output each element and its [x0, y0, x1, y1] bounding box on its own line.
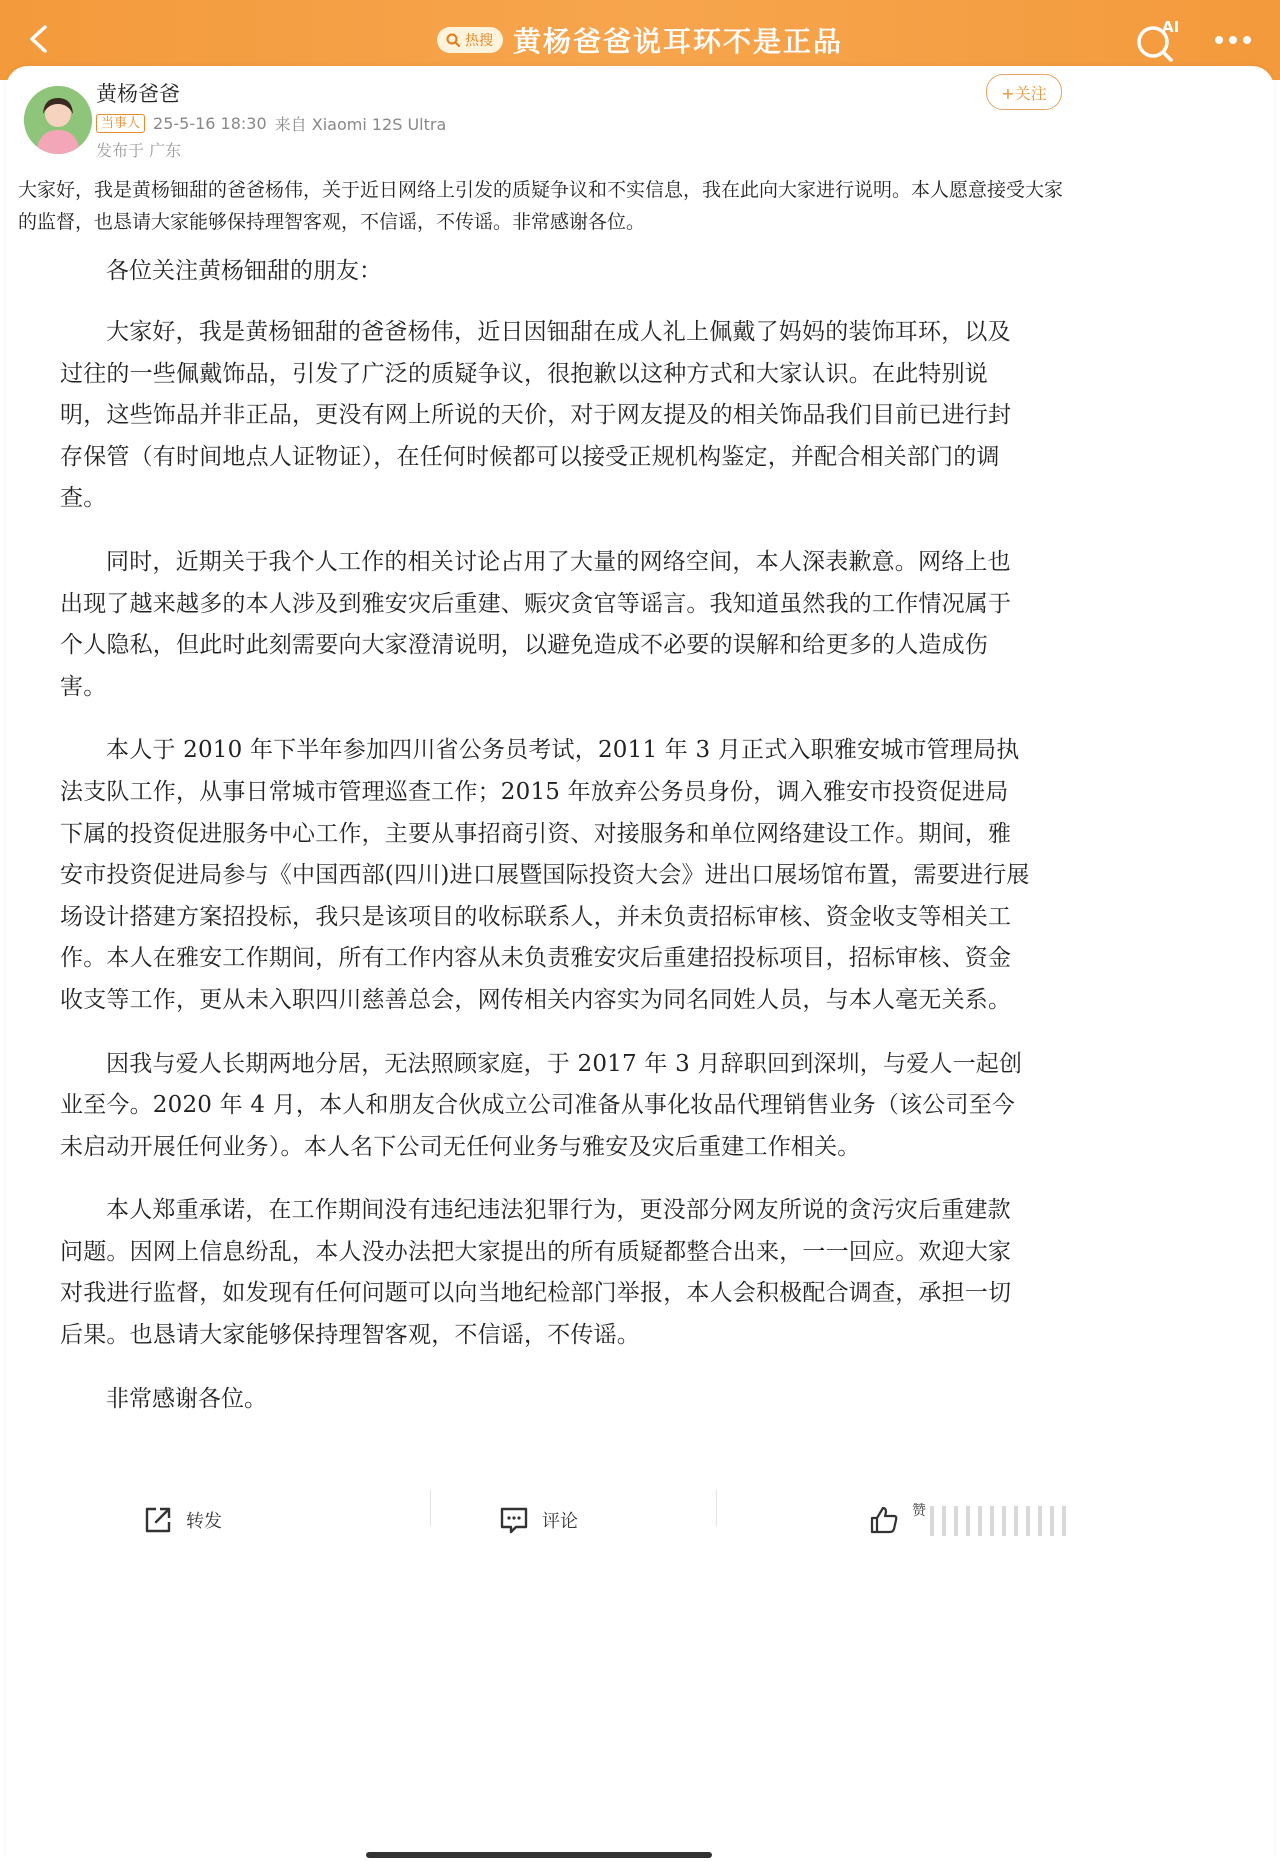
action-divider [430, 1490, 431, 1526]
letter-paragraph: 大家好，我是黄杨钿甜的爸爸杨伟，近日因钿甜在成人礼上佩戴了妈妈的装饰耳环，以及过往的一些佩戴饰品，引发了广泛的质疑争议，很抱歉以这种方式和大家认识。在此特别说明，这些饰品并非正品，更没有网上所说的天价，对于网友提及的相关饰品我们目前已进行封存保管（有时间地点人证物证），在任何时候都可以接受正规机构鉴定，并配合相关部门的调查。 [60, 319, 1012, 512]
thumbs-up-icon [868, 1504, 900, 1536]
repost-label: 转发 [186, 1511, 222, 1532]
username[interactable]: 黄杨爸爸 [96, 82, 180, 106]
hot-search-badge [437, 27, 503, 53]
repost-icon [142, 1504, 174, 1536]
like-label: 赞 [912, 1503, 926, 1519]
letter-paragraph: 同时，近期关于我个人工作的相关讨论占用了大量的网络空间，本人深表歉意。网络上也出现了越来越多的本人涉及到雅安灾后重建、赈灾贪官等谣言。我知道虽然我的工作情况属于个人隐私，但此时此刻需要向大家澄清说明，以避免造成不必要的误解和给更多的人造成伤害。 [60, 548, 1012, 700]
letter-salutation: 各位关注黄杨钿甜的朋友： [106, 258, 382, 284]
post-location: 发布于 广东 [96, 141, 182, 160]
letter-paragraph: 本人郑重承诺，在工作期间没有违纪违法犯罪行为，更没部分网友所说的贪污灾后重建款问题。因网上信息纷乱，本人没办法把大家提出的所有质疑都整合出来，一一回应。欢迎大家对我进行监督，如发现有任何问题可以向当地纪检部门举报，本人会积极配合调查，承担一切后果。也恳请大家能够保持理智客观，不信谣，不传谣。 [60, 1197, 1012, 1349]
post-action-bar [0, 1480, 1280, 1560]
more-options-icon[interactable] [1205, 20, 1261, 60]
home-indicator-bar[interactable] [366, 1852, 712, 1858]
follow-button[interactable]: +关注 [986, 74, 1062, 110]
like-button[interactable] [868, 1498, 926, 1542]
page-title: 黄杨爸爸说耳环不是正品 [512, 25, 843, 58]
action-divider [716, 1490, 717, 1526]
post-intro-text: 大家好，我是黄杨钿甜的爸爸杨伟，关于近日网络上引发的质疑争议和不实信息，我在此向大家进行说明。本人愿意接受大家的监督，也恳请大家能够保持理智客观，不信谣，不传谣。非常感谢各位。 [18, 179, 1064, 233]
ai-label: AI [1162, 18, 1180, 36]
post-card [6, 66, 1274, 1861]
avatar[interactable] [24, 86, 92, 154]
post-source: 来自 Xiaomi 12S Ultra [274, 115, 447, 134]
screen-artifact [930, 1506, 1070, 1536]
repost-button[interactable] [142, 1498, 222, 1542]
comment-icon [498, 1504, 530, 1536]
letter-closing: 非常感谢各位。 [106, 1385, 267, 1412]
ai-search-icon[interactable] [1128, 10, 1186, 68]
party-badge: 当事人 [96, 114, 145, 133]
post-meta [96, 112, 446, 135]
letter-paragraph: 本人于 2010 年下半年参加四川省公务员考试，2011 年 3 月正式入职雅安城市管理局执法支队工作，从事日常城市管理巡查工作；2015 年放弃公务员身份，调入雅安市投资促进局下属的投资促进服务中心工作，主要从事招商引资、对接服务和单位网络建设工作。期间，雅安市投资促进局参与《中国西部(四川)进口展暨国际投资大会》进出口展场馆布置，需要进行展场设计搭建方案招投标，我只是该项目的收标联系人，并未负责招标审核、资金收支等相关工作。本人在雅安工作期间，所有工作内容从未负责雅安灾后重建招投标项目，招标审核、资金收支等工作，更从未入职四川慈善总会，网传相关内容实为同名同姓人员，与本人毫无关系。 [60, 737, 1030, 1013]
avatar-photo-icon [24, 86, 92, 154]
hot-badge-label: 热搜 [464, 33, 493, 49]
letter-image[interactable] [60, 252, 1030, 1420]
comment-label: 评论 [542, 1511, 578, 1532]
search-flame-icon [445, 32, 461, 48]
comment-button[interactable] [498, 1498, 578, 1542]
letter-paragraph: 因我与爱人长期两地分居，无法照顾家庭，于 2017 年 3 月辞职回到深圳，与爱人一起创业至今。2020 年 4 月，本人和朋友合伙成立公司准备从事化妆品代理销售业务（该公司至今未启动开展任何业务）。本人名下公司无任何业务与雅安及灾后重建工作相关。 [60, 1050, 1023, 1160]
post-timestamp: 25-5-16 18:30 [153, 114, 267, 133]
